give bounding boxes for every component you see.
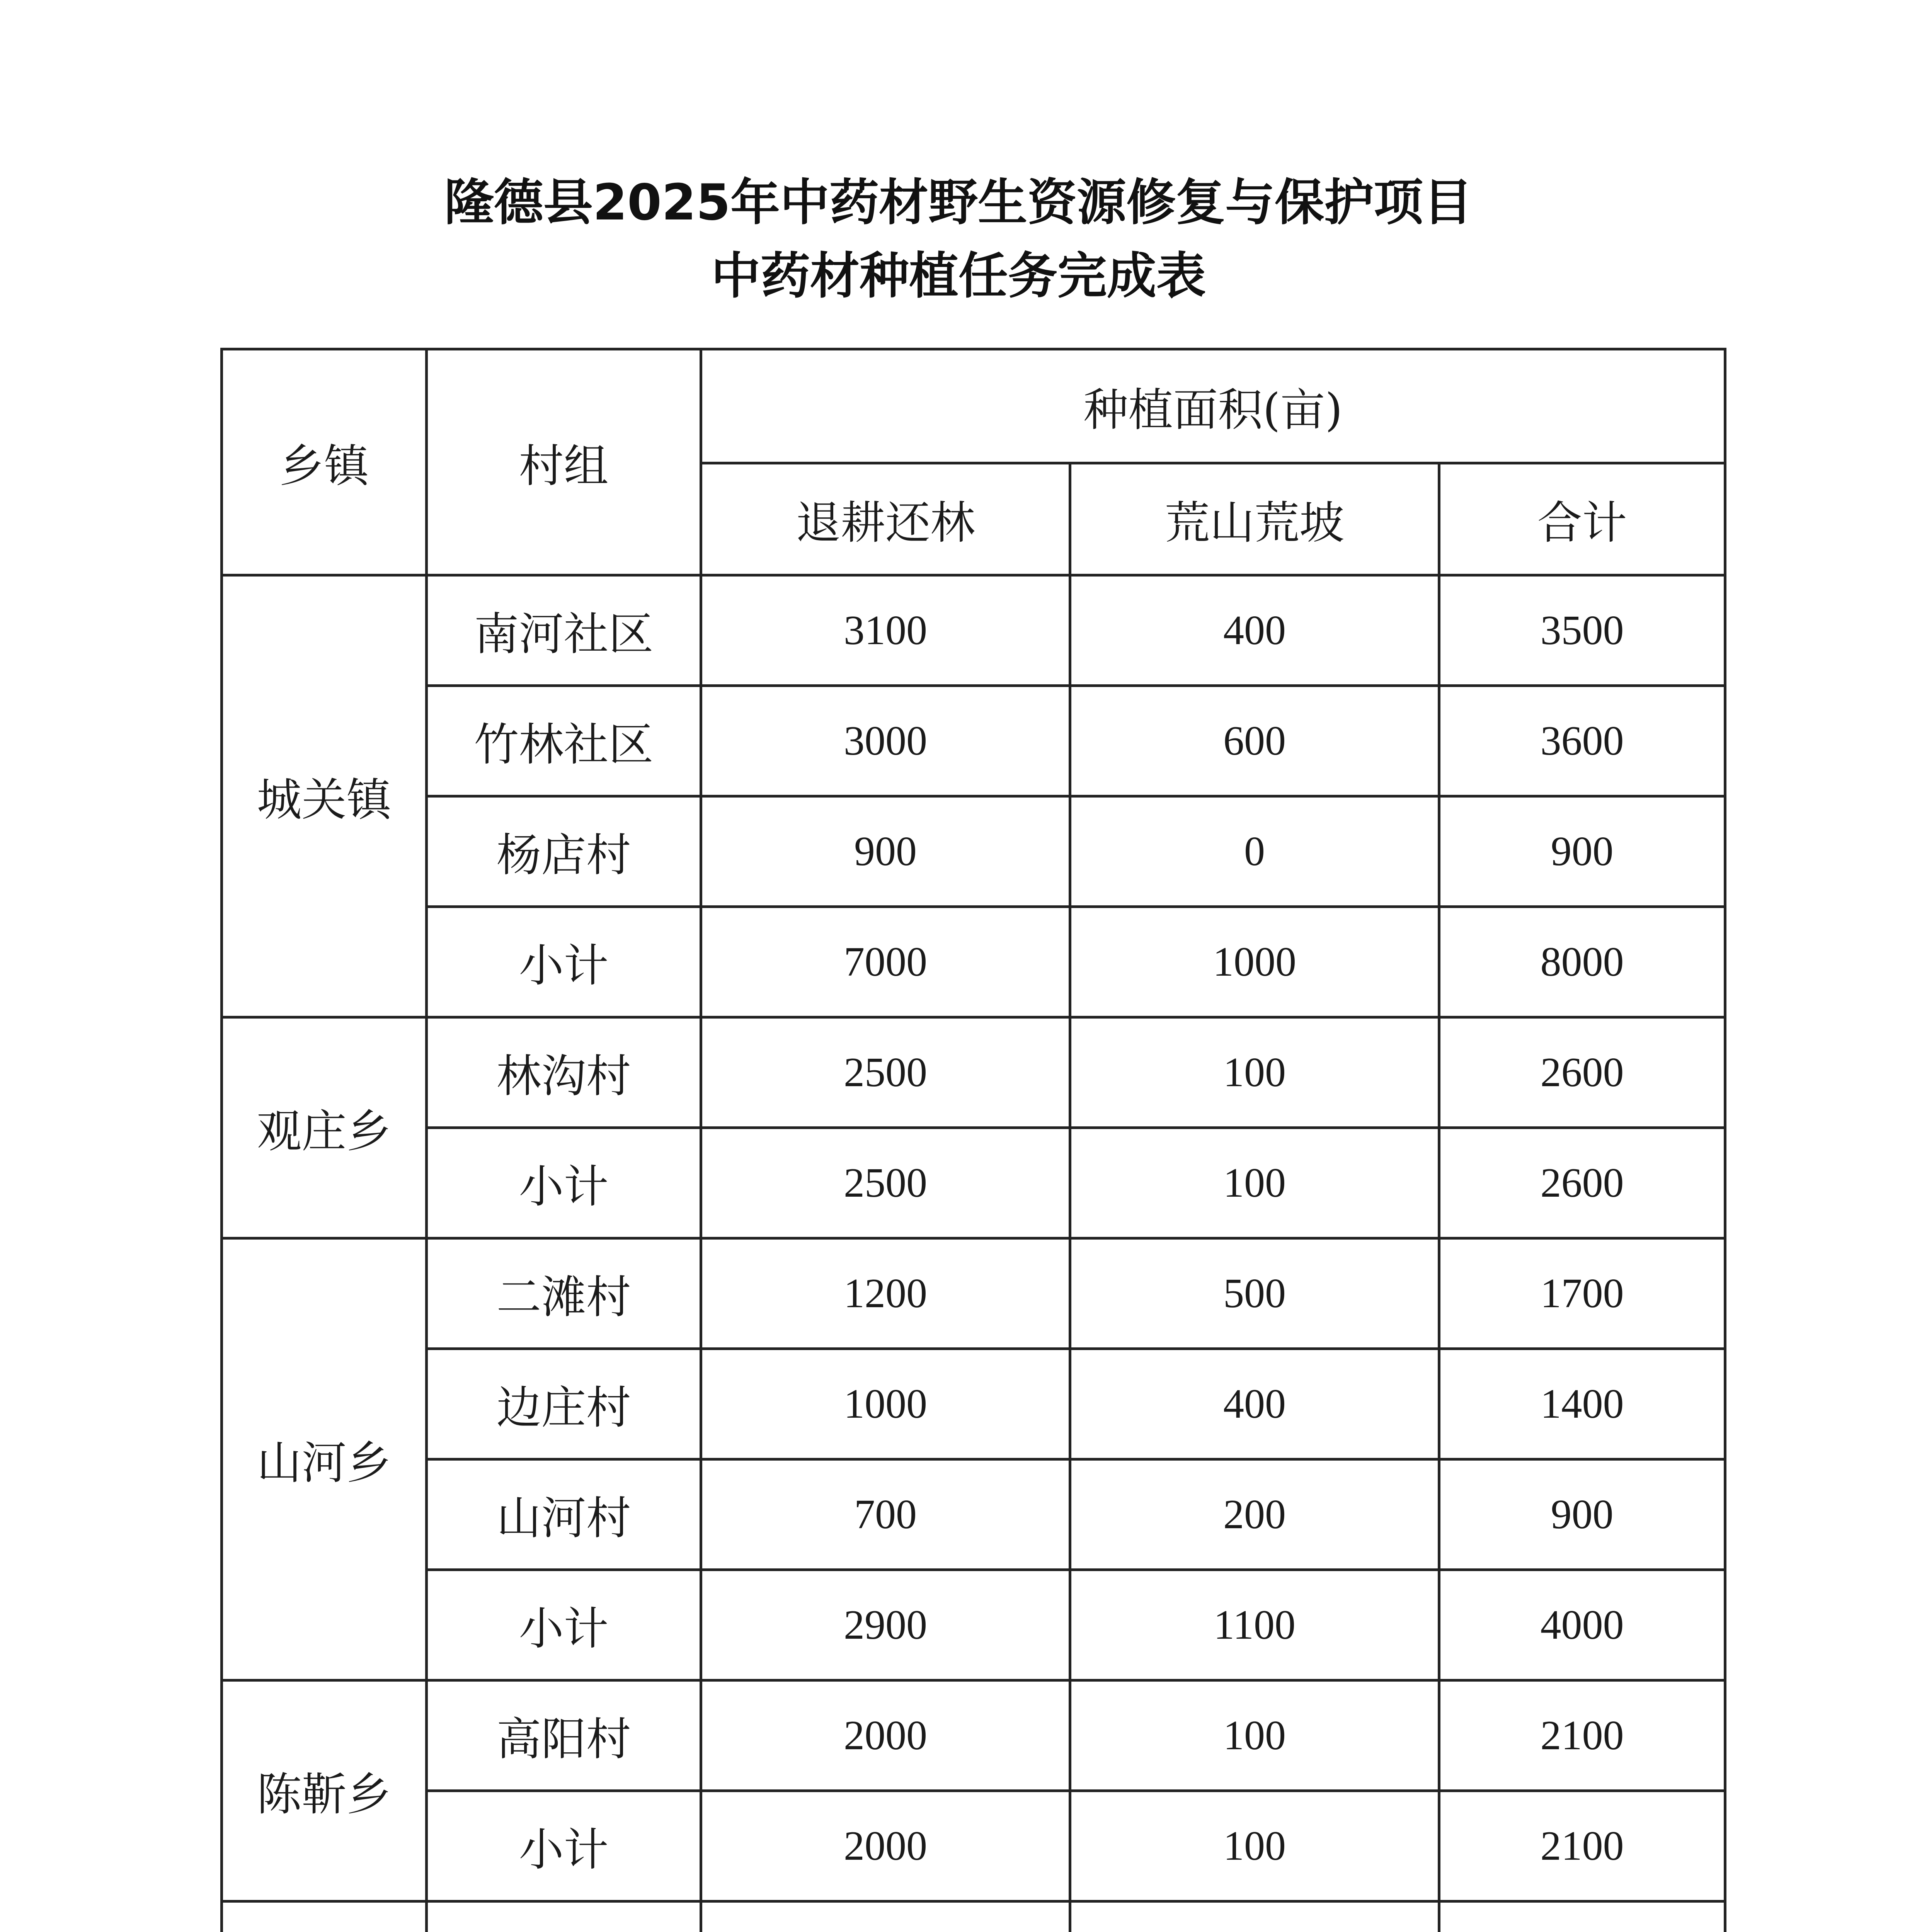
- row-total-cell: 2100: [1439, 1791, 1725, 1901]
- barren-hills-cell: [1070, 1901, 1439, 1932]
- barren-hills-cell: 1000: [1070, 907, 1439, 1017]
- table-body: [222, 575, 1725, 1932]
- header-total: 合计: [1439, 463, 1725, 575]
- returning-farmland-cell: 700: [701, 1459, 1070, 1570]
- header-barren-hills: 荒山荒坡: [1070, 463, 1439, 575]
- row-total-cell: 2600: [1439, 1128, 1725, 1238]
- table-row: [222, 1128, 1725, 1238]
- village-cell: 小计: [427, 1128, 701, 1238]
- village-cell: 山河村: [427, 1459, 701, 1570]
- returning-farmland-cell: [701, 1901, 1070, 1932]
- row-total-cell: 4000: [1439, 1570, 1725, 1680]
- planting-task-table: [220, 348, 1726, 1932]
- returning-farmland-cell: 900: [701, 796, 1070, 907]
- row-total-cell: 2100: [1439, 1680, 1725, 1791]
- row-total-cell: 1400: [1439, 1349, 1725, 1459]
- document-title-line1: 隆德县2025年中药材野生资源修复与保护项目: [444, 174, 1473, 231]
- town-cell: 陈靳乡: [222, 1680, 427, 1901]
- table-row: [222, 1017, 1725, 1128]
- barren-hills-cell: 200: [1070, 1459, 1439, 1570]
- town-cell: [222, 1901, 427, 1932]
- row-total-cell: 2600: [1439, 1017, 1725, 1128]
- barren-hills-cell: 600: [1070, 686, 1439, 796]
- table-row: [222, 907, 1725, 1017]
- table-row: [222, 1791, 1725, 1901]
- barren-hills-cell: 400: [1070, 1349, 1439, 1459]
- barren-hills-cell: 400: [1070, 575, 1439, 686]
- header-planting-area: 种植面积(亩): [701, 349, 1725, 463]
- town-cell: 城关镇: [222, 575, 427, 1017]
- village-cell: 南河社区: [427, 575, 701, 686]
- village-cell: 小计: [427, 1570, 701, 1680]
- village-cell: 二滩村: [427, 1238, 701, 1349]
- village-cell: 小计: [427, 907, 701, 1017]
- town-cell: 山河乡: [222, 1238, 427, 1680]
- barren-hills-cell: 100: [1070, 1128, 1439, 1238]
- returning-farmland-cell: 2000: [701, 1680, 1070, 1791]
- returning-farmland-cell: 3000: [701, 686, 1070, 796]
- row-total-cell: 8000: [1439, 907, 1725, 1017]
- row-total-cell: 900: [1439, 796, 1725, 907]
- village-cell: 高阳村: [427, 1680, 701, 1791]
- table-header-row-1: [222, 349, 1725, 463]
- returning-farmland-cell: 7000: [701, 907, 1070, 1017]
- village-cell: 林沟村: [427, 1017, 701, 1128]
- row-total-cell: 3500: [1439, 575, 1725, 686]
- barren-hills-cell: 500: [1070, 1238, 1439, 1349]
- header-village: 村组: [427, 349, 701, 575]
- barren-hills-cell: 1100: [1070, 1570, 1439, 1680]
- barren-hills-cell: 100: [1070, 1791, 1439, 1901]
- barren-hills-cell: 100: [1070, 1680, 1439, 1791]
- village-cell: 小计: [427, 1791, 701, 1901]
- header-town: 乡镇: [222, 349, 427, 575]
- document-title-line2: 中药材种植任务完成表: [711, 247, 1206, 305]
- returning-farmland-cell: 2000: [701, 1791, 1070, 1901]
- returning-farmland-cell: 2900: [701, 1570, 1070, 1680]
- village-cell: 杨店村: [427, 796, 701, 907]
- table-row: [222, 1349, 1725, 1459]
- returning-farmland-cell: 2500: [701, 1128, 1070, 1238]
- table-row: [222, 686, 1725, 796]
- row-total-cell: [1439, 1901, 1725, 1932]
- barren-hills-cell: 100: [1070, 1017, 1439, 1128]
- row-total-cell: 3600: [1439, 686, 1725, 796]
- row-total-cell: 1700: [1439, 1238, 1725, 1349]
- village-cell: 竹林社区: [427, 686, 701, 796]
- table-row: [222, 575, 1725, 686]
- town-cell: 观庄乡: [222, 1017, 427, 1238]
- returning-farmland-cell: 1000: [701, 1349, 1070, 1459]
- returning-farmland-cell: 1200: [701, 1238, 1070, 1349]
- barren-hills-cell: 0: [1070, 796, 1439, 907]
- village-cell: [427, 1901, 701, 1932]
- village-cell: 边庄村: [427, 1349, 701, 1459]
- table-row: [222, 1680, 1725, 1791]
- table-row: [222, 1238, 1725, 1349]
- returning-farmland-cell: 2500: [701, 1017, 1070, 1128]
- table-row: [222, 1459, 1725, 1570]
- table-row: [222, 1570, 1725, 1680]
- table-row: [222, 1901, 1725, 1932]
- header-returning-farmland: 退耕还林: [701, 463, 1070, 575]
- returning-farmland-cell: 3100: [701, 575, 1070, 686]
- row-total-cell: 900: [1439, 1459, 1725, 1570]
- table-row: [222, 796, 1725, 907]
